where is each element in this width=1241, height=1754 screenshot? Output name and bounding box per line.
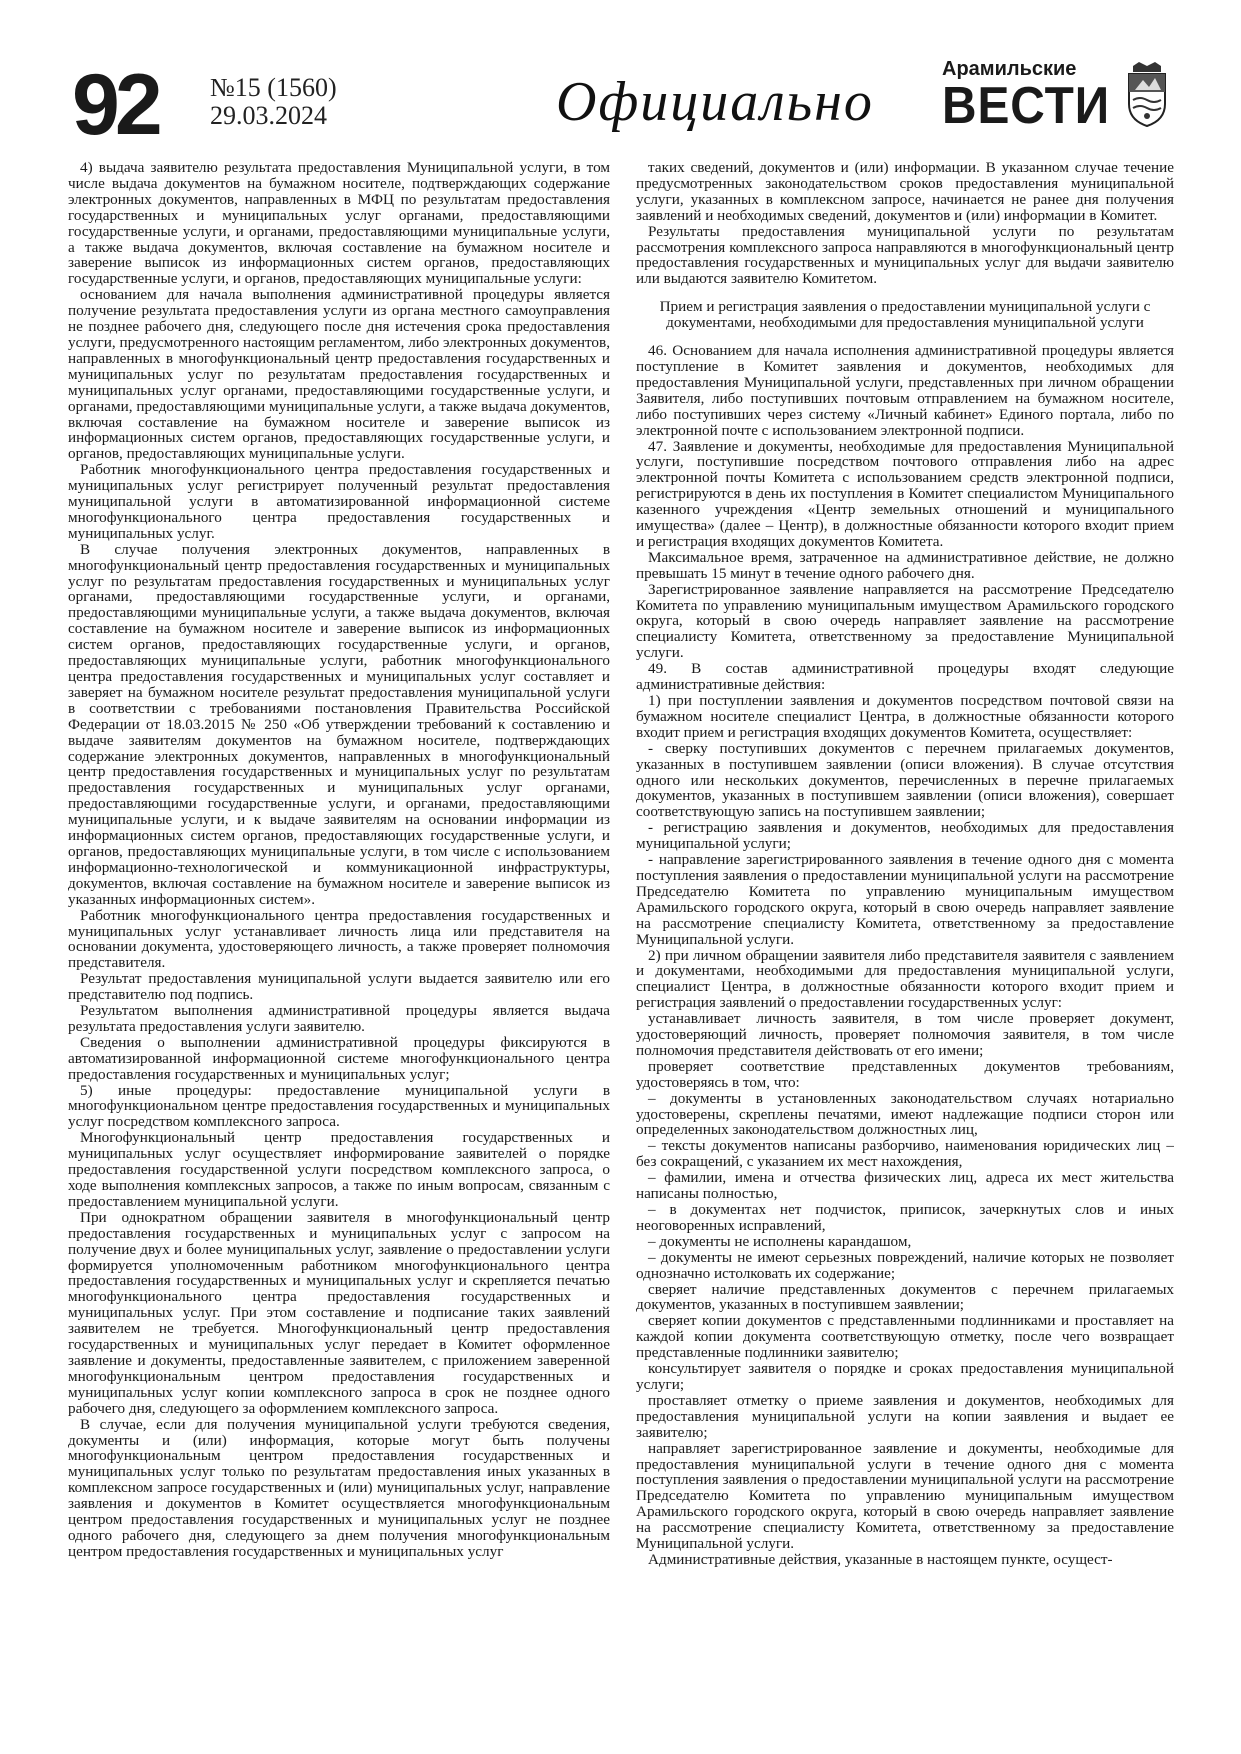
paragraph: - направление зарегистрированного заявления в течение одного дня с момента поступления заявления о предоставлении муниципальной услуги на рассмотрение Председателю Комитета по управлению муниципальным имуществом Арамильского городского округа, который в свою очередь направляет заявление на рассмотрение специалисту Комитета, ответственному за предоставление Муниципальной услуги. bbox=[636, 851, 1174, 948]
paragraph: таких сведений, документов и (или) информации. В указанном случае течение предусмотренных законодательством сроков предоставления муниципальной услуги, указанных в комплексном запросе, начинается не ранее дня получения заявлений и необходимых сведений, документов и (или) информации в Комитет. bbox=[636, 160, 1174, 224]
right-text-column bbox=[636, 160, 1174, 1742]
paragraph: Результатом выполнения административной процедуры является выдача результата предоставления услуги заявителю. bbox=[68, 1002, 610, 1035]
paragraph: 46. Основанием для начала исполнения административной процедуры является поступление в Комитет заявления и документов, необходимых для предоставления Муниципальной услуги, представленных при личном обращении Заявителя, либо поступивших почтовым отправлением на бумажном носителе, либо поступивших через систему «Личный кабинет» Единого портала, либо по электронной почте с использованием электронной подписи. bbox=[636, 342, 1174, 439]
paragraph: В случае, если для получения муниципальной услуги требуются сведения, документы и (или) информация, которые могут быть получены многофункциональным центром предоставления государственных и муниципальных услуг только по результатам предоставления иных указанных в комплексном запросе государственных и (или) муниципальных услуг, направление заявления и документов в Комитет осуществляется многофункциональным центром предоставления государственных и муниципальных услуг не позднее одного рабочего дня, следующего за днем получения многофункциональным центром предоставления государственных и муниципальных услуг bbox=[68, 1415, 610, 1560]
paragraph: устанавливает личность заявителя, в том числе проверяет документ, удостоверяющий личность, проверяет полномочия заявителя, в том числе полномочия представителя действовать от его имени; bbox=[636, 1010, 1174, 1059]
issue-number: №15 (1560) bbox=[210, 73, 337, 102]
paragraph: сверяет копии документов с представленными подлинниками и проставляет на каждой копии документа соответствующую отметку, после чего возвращает представленные подлинники заявителю; bbox=[636, 1312, 1174, 1362]
paragraph: – фамилии, имена и отчества физических лиц, адреса их мест жительства написаны полностью, bbox=[636, 1169, 1174, 1203]
paragraph: Работник многофункционального центра предоставления государственных и муниципальных услуг регистрирует полученный результат предоставления муниципальной услуги в автоматизированной информационной системе многофункционального центра предоставления государственных и муниципальных услуг. bbox=[68, 461, 610, 542]
paragraph: сверяет наличие представленных документов с перечнем прилагаемых документов, указанных в поступившем заявлении; bbox=[636, 1280, 1174, 1314]
paragraph: 5) иные процедуры: предоставление муниципальной услуги в многофункциональном центре предоставления государственных и муниципальных услуг посредством комплексного запроса. bbox=[68, 1081, 610, 1131]
page-number: 92 bbox=[72, 57, 158, 153]
logo-top-text: Арамильские bbox=[942, 58, 1077, 80]
paragraph: Максимальное время, затраченное на административное действие, не должно превышать 15 минут в течение одного рабочего дня. bbox=[636, 548, 1174, 582]
paragraph: 2) при личном обращении заявителя либо представителя заявителя с заявлением и документами, необходимыми для предоставления муниципальной услуги, специалист Центра, в должностные обязанности которого входит прием и регистрация заявлений о предоставлении государственных услуг: bbox=[636, 946, 1174, 1012]
paragraph: проставляет отметку о приеме заявления и документов, необходимых для предоставления муниципальной услуги на копии заявления и выдает ее заявителю; bbox=[636, 1391, 1174, 1441]
paragraph: – документы в установленных законодательством случаях нотариально удостоверены, скреплены печатями, имеют надлежащие подписи сторон или определенных законодательством должностных лиц, bbox=[636, 1089, 1174, 1139]
issue-info bbox=[210, 74, 337, 130]
logo-main-text: ВЕСТИ bbox=[942, 77, 1111, 135]
paragraph: 4) выдача заявителю результата предоставления Муниципальной услуги, в том числе выдача документов на бумажном носителе, подтверждающих содержание электронных документов, направленных в МФЦ по результатам предоставления государственных и муниципальных услуг органами, предоставляющими государственные услуги, и органами, предоставляющими муниципальные услуги, а также выдача документов, включая составление на бумажном носителе и заверение выписок из информационных систем органов, предоставляющих государственные услуги, и органов, предоставляющих муниципальные услуги: bbox=[68, 160, 610, 288]
paragraph: Работник многофункционального центра предоставления государственных и муниципальных услуг устанавливает личность лица или представителя на основании документа, удостоверяющего личность, а также проверяет полномочия представителя. bbox=[68, 906, 610, 972]
paragraph: При однократном обращении заявителя в многофункциональный центр предоставления государственных и муниципальных услуг с запросом на получение двух и более муниципальных услуг, заявление о предоставлении услуги формируется уполномоченным работником многофункционального центра предоставления государственных и муниципальных услуг и скрепляется печатью многофункционального центра предоставления государственных и муниципальных услуг. При этом составление и подписание таких заявлений заявителем не требуется. Многофункциональный центр предоставления государственных и муниципальных услуг передает в Комитет оформленное заявление и документы, предоставленные заявителем, с приложением заверенной многофункциональным центром предоставления государственных и муниципальных услуг копии комплексного запроса в срок не позднее одного рабочего дня, следующего за оформлением комплексного запроса. bbox=[68, 1208, 610, 1417]
paragraph: - регистрацию заявления и документов, необходимых для предоставления муниципальной услуги; bbox=[636, 819, 1174, 853]
paragraph: Административные действия, указанные в настоящем пункте, осущест- bbox=[648, 1550, 1113, 1568]
paragraph: – документы не исполнены карандашом, bbox=[648, 1232, 912, 1250]
paragraph: В случае получения электронных документов, направленных в многофункциональный центр предоставления государственных и муниципальных услуг по результатам предоставления государственных и муниципальных услуг органами, предоставляющими государственные услуги, и органами, предоставляющими муниципальные услуги, а также выдача документов, включая составление на бумажном носителе и заверение выписок из информационных систем органов, предоставляющих государственные услуги, и органов, предоставляющих муниципальные услуги, работник многофункционального центра предоставления государственных и муниципальных услуг составляет и заверяет на бумажном носителе результат предоставления муниципальной услуги в соответствии с требованиями постановления Правительства Российской Федерации от 18.03.2015 № 250 «Об утверждении требований к составлению и выдаче заявителям документов на бумажном носителе, подтверждающих содержание электронных документов, направленных в многофункциональный центр предоставления государственных и муниципальных услуг по результатам предоставления государственных и муниципальных услуг органами, предоставляющими государственные услуги, и органами, предоставляющими муниципальные услуги, и к выдаче заявителям на основании информации из информационных систем органов, предоставляющих государственные услуги, и органов, предоставляющих муниципальные услуги, в том числе с использованием информационно-технологической и коммуникационной инфраструктуры, документов, включая составление на бумажном носителе и заверение выписок из указанных информационных систем». bbox=[68, 540, 610, 908]
paragraph: Зарегистрированное заявление направляется на рассмотрение Председателю Комитета по управлению муниципальным имуществом Арамильского городского округа, который в свою очередь направляет заявление на рассмотрение специалисту Комитета, ответственному за предоставление Муниципальной услуги. bbox=[636, 580, 1174, 662]
left-text-column bbox=[68, 160, 610, 1742]
paragraph: Результаты предоставления муниципальной услуги по результатам рассмотрения комплексного запроса направляются в многофункциональный центр предоставления государственных и муниципальных услуг для выдачи заявителю или выдаются заявителю Комитетом. bbox=[636, 222, 1174, 288]
paragraph: Результат предоставления муниципальной услуги выдается заявителю или его представителю под подпись. bbox=[68, 970, 610, 1004]
paragraph: – тексты документов написаны разборчиво, наименования юридических лиц – без сокращений, с указанием их мест нахождения, bbox=[636, 1137, 1174, 1171]
subsection-heading: Прием и регистрация заявления о предоставлении муниципальной услуги с документами, необходимыми для предоставления муниципальной услуги bbox=[659, 298, 1151, 332]
paragraph: - сверку поступивших документов с перечнем прилагаемых документов, указанных в поступившем заявлении (описи вложения). В случае отсутствия одного или нескольких документов, перечисленных в перечне прилагаемых документов, указанных в поступившем заявлении (описи вложения), совершает соответствующую запись на поступившем заявлении; bbox=[636, 739, 1174, 821]
paragraph: 47. Заявление и документы, необходимые для предоставления Муниципальной услуги, поступившие посредством почтового отправления либо на адрес электронной почты Комитета с использованием средств электронной подписи, регистрируются в день их поступления в Комитет специалистом Муниципального казенного учреждения «Центр земельных отношений и муниципального имущества» (далее – Центр), в должностные обязанности которого входит прием и регистрация входящих документов Комитета. bbox=[636, 437, 1174, 550]
paragraph: основанием для начала выполнения административной процедуры является получение результата предоставления услуги из органа местного самоуправления не позднее рабочего дня, следующего после дня истечения срока предоставления услуги, предусмотренного настоящим регламентом, либо электронных документов, направленных в многофункциональный центр предоставления государственных и муниципальных услуг по результатам предоставления государственных и муниципальных услуг органами, предоставляющими государственные услуги, и органами, предоставляющими муниципальные услуги, а также выдача документов, включая составление на бумажном носителе и заверение выписок из информационных систем органов, предоставляющих государственные услуги, и органов, предоставляющих муниципальные услуги. bbox=[68, 286, 610, 463]
paragraph: 49. В состав административной процедуры входят следующие административные действия: bbox=[636, 660, 1174, 694]
paragraph: Многофункциональный центр предоставления государственных и муниципальных услуг осуществляет информирование заявителей о порядке предоставления государственной услуги посредством комплексного запроса, о ходе выполнения комплексных запросов, а также по иным вопросам, связанным с предоставлением муниципальной услуги. bbox=[68, 1129, 610, 1210]
paragraph: – документы не имеют серьезных повреждений, наличие которых не позволяет однозначно истолковать их содержание; bbox=[636, 1248, 1174, 1282]
paragraph: консультирует заявителя о порядке и сроках предоставления муниципальной услуги; bbox=[636, 1360, 1174, 1393]
issue-date: 29.03.2024 bbox=[210, 101, 327, 130]
paragraph: Сведения о выполнении административной процедуры фиксируются в автоматизированной информационной системе многофункционального центра предоставления государственных и муниципальных услуг; bbox=[68, 1033, 610, 1083]
newspaper-logo bbox=[942, 58, 1112, 138]
paragraph: 1) при поступлении заявления и документов посредством почтовой связи на бумажном носителе специалист Центра, в должностные обязанности которого входит прием и регистрация входящих документов Комитета, осуществляет: bbox=[636, 692, 1174, 741]
paragraph: – в документах нет подчисток, приписок, зачеркнутых слов и иных неоговоренных исправлений, bbox=[636, 1201, 1174, 1234]
coat-of-arms-icon bbox=[1125, 60, 1169, 128]
section-title: Официально bbox=[556, 71, 874, 133]
paragraph: проверяет соответствие представленных документов требованиям, удостоверяясь в том, что: bbox=[636, 1057, 1174, 1091]
paragraph: направляет зарегистрированное заявление и документы, необходимые для предоставления муниципальной услуги в течение одного дня с момента поступления заявления о предоставлении муниципальной услуги на рассмотрение Председателю Комитета по управлению муниципальным имуществом Арамильского городского округа, который в свою очередь направляет заявление на рассмотрение специалисту Комитета, ответственному за предоставление Муниципальной услуги. bbox=[636, 1439, 1174, 1553]
